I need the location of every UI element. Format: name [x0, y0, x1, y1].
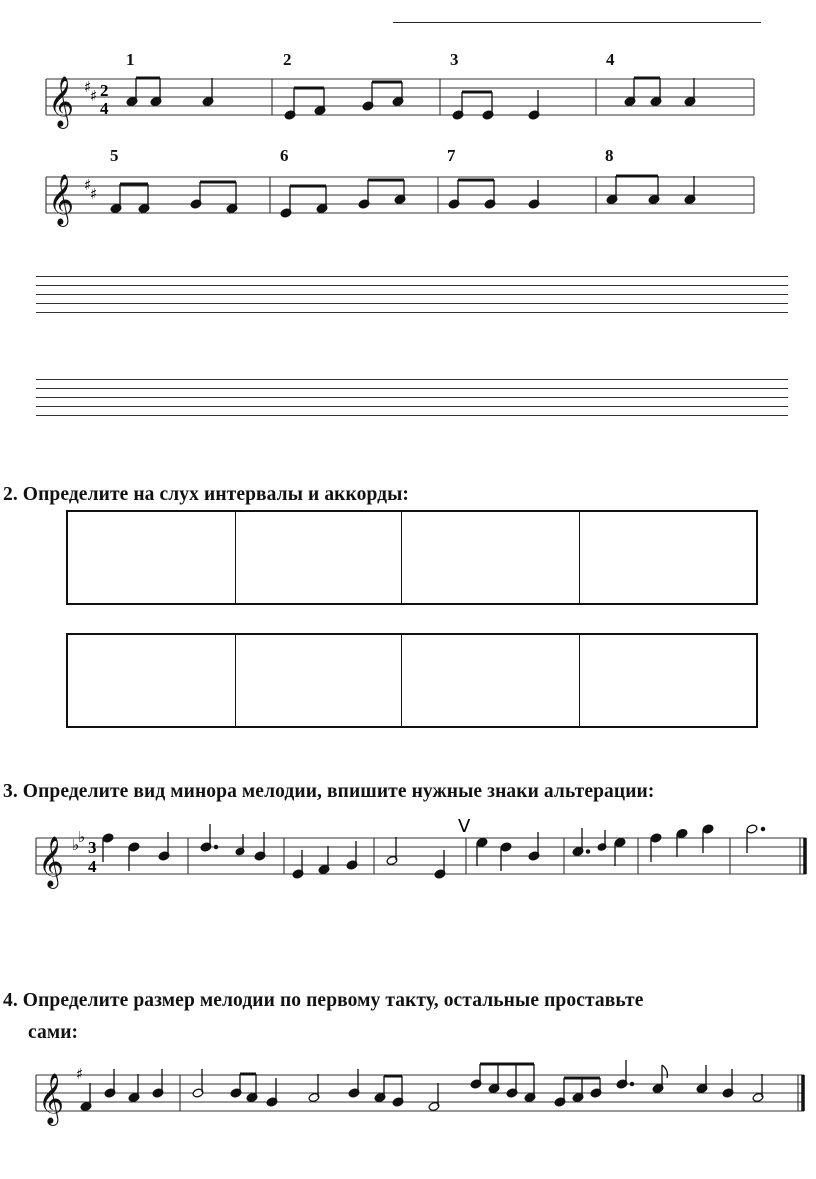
measure-number-1: 1: [126, 50, 135, 69]
answer-cell[interactable]: [580, 635, 756, 726]
answer-grid-2: [66, 633, 758, 728]
answer-cell[interactable]: [580, 512, 756, 603]
treble-clef-icon: 𝄞: [48, 174, 75, 225]
sharp-icon: ♯: [90, 185, 98, 203]
task3-heading: 3. Определите вид минора мелодии, впишите нужные знаки альтерации:: [3, 781, 655, 802]
answer-cell[interactable]: [402, 512, 580, 603]
answer-cell[interactable]: [236, 635, 402, 726]
measure-number-7: 7: [447, 146, 456, 165]
breath-mark: V: [458, 816, 471, 837]
answer-grid-1: [66, 510, 758, 605]
staff-row-2: [36, 168, 756, 228]
task4-heading-line2: сами:: [28, 1022, 79, 1043]
measure-number-6: 6: [280, 146, 289, 165]
answer-cell[interactable]: [402, 635, 580, 726]
empty-staff-2[interactable]: [36, 379, 788, 419]
flat-icon: ♭: [72, 836, 80, 854]
time-sig-bottom: 4: [100, 99, 109, 118]
measure-number-2: 2: [283, 50, 292, 69]
measure-number-8: 8: [605, 146, 614, 165]
empty-staff-1[interactable]: [36, 276, 788, 316]
task4-melody-staff: [30, 1062, 810, 1132]
staff-row-1: [36, 70, 756, 130]
sharp-icon: ♯: [84, 78, 92, 96]
treble-clef-icon: 𝄞: [38, 1073, 65, 1124]
name-answer-line: [393, 22, 761, 23]
task3-melody-staff: [30, 816, 810, 890]
sharp-icon: ♯: [76, 1065, 84, 1083]
time-sig-top: 3: [88, 838, 97, 857]
answer-cell[interactable]: [236, 512, 402, 603]
sharp-icon: ♯: [84, 176, 92, 194]
treble-clef-icon: 𝄞: [38, 836, 65, 887]
time-sig-bottom: 4: [88, 857, 97, 876]
sharp-icon: ♯: [90, 87, 98, 105]
measure-number-5: 5: [110, 146, 119, 165]
answer-cell[interactable]: [68, 635, 236, 726]
measure-number-3: 3: [450, 50, 459, 69]
task4-heading-line1: 4. Определите размер мелодии по первому такту, остальные проставьте: [3, 990, 644, 1011]
flat-icon: ♭: [78, 828, 86, 846]
time-sig-top: 2: [100, 81, 109, 100]
measure-number-4: 4: [606, 50, 615, 69]
treble-clef-icon: 𝄞: [48, 76, 75, 127]
answer-cell[interactable]: [68, 512, 236, 603]
task2-heading: 2. Определите на слух интервалы и аккорды:: [3, 484, 410, 505]
